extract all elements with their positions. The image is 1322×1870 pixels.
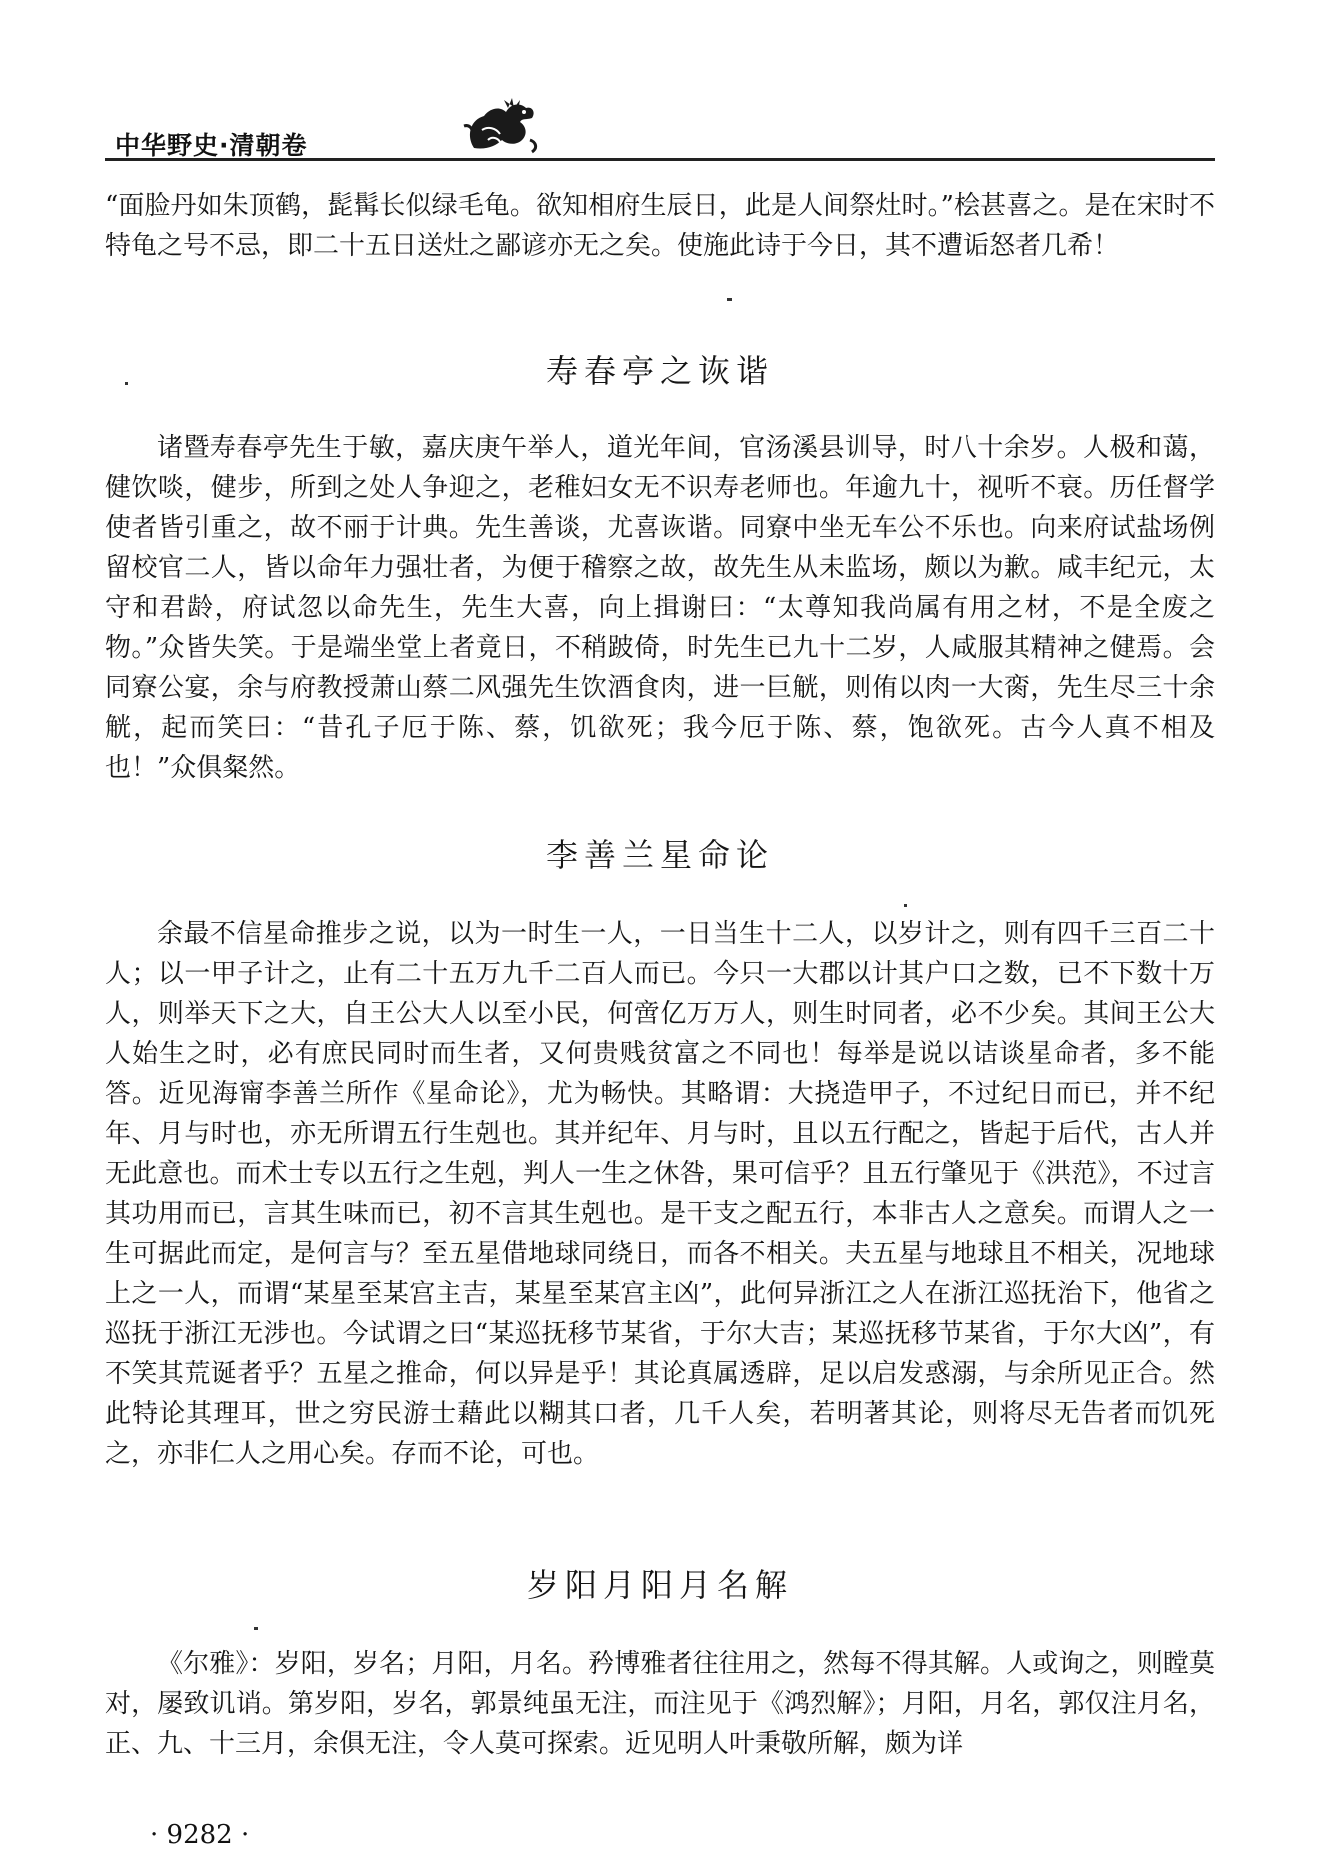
intro-paragraph: “面脸丹如朱顶鹤，髭髯长似绿毛龟。欲知相府生辰日，此是人间祭灶时。”桧甚喜之。是在宋时不特龟之号不忌，即二十五日送灶之鄙谚亦无之矣。使施此诗于今日，其不遭诟怒者几希！: [105, 191, 1215, 261]
scan-speck: [727, 298, 732, 301]
dragon-emblem-icon: [460, 96, 540, 156]
paragraph: 诸暨寿春亭先生于敏，嘉庆庚午举人，道光年间，官汤溪县训导，时八十余岁。人极和蔼，健饮啖，健步，所到之处人争迎之，老稚妇女无不识寿老师也。年逾九十，视听不衰。历任督学使者皆引重之，故不丽于计典。先生善谈，尤喜诙谐。同寮中坐无车公不乐也。向来府试盐场例留校官二人，皆以命年力强壮者，为便于稽察之故，故先生从未监场，颇以为歉。咸丰纪元，太守和君龄，府试忽以命先生，先生大喜，向上揖谢曰：“太尊知我尚属有用之材，不是全废之物。”众皆失笑。于是端坐堂上者竟日，不稍跛倚，时先生已九十二岁，人咸服其精神之健焉。会同寮公宴，余与府教授萧山蔡二风强先生饮酒食肉，进一巨觥，则侑以肉一大脔，先生尽三十余觥，起而笑曰：“昔孔子厄于陈、蔡，饥欲死；我今厄于陈、蔡，饱欲死。古今人真不相及也！”众俱粲然。: [105, 433, 1215, 783]
intro-text-block: [105, 186, 1215, 266]
section-body-lishanlan: [105, 914, 1215, 1474]
section-title-suiyang: 岁阳月阳月名解: [526, 1566, 793, 1604]
section-title-lishanlan: 李善兰星命论: [545, 836, 774, 874]
scan-speck: [254, 1627, 258, 1630]
scan-speck: [125, 382, 128, 385]
section-body-suiyang: [105, 1644, 1215, 1764]
book-title: 中华野史·清朝卷: [115, 131, 308, 160]
header-rule: [105, 158, 1215, 161]
scan-speck: [904, 904, 907, 907]
running-header: [105, 96, 1215, 160]
paragraph: 《尔雅》：岁阳，岁名；月阳，月名。矜博雅者往往用之，然每不得其解。人或询之，则瞠莫对，屡致讥诮。第岁阳，岁名，郭景纯虽无注，而注见于《鸿烈解》；月阳，月名，郭仅注月名，正、九、十三月，余俱无注，令人莫可探索。近见明人叶秉敬所解，颇为详: [105, 1649, 1215, 1759]
paragraph: 余最不信星命推步之说，以为一时生一人，一日当生十二人，以岁计之，则有四千三百二十人；以一甲子计之，止有二十五万九千二百人而已。今只一大郡以计其户口之数，已不下数十万人，则举天下之大，自王公大人以至小民，何啻亿万万人，则生时同者，必不少矣。其间王公大人始生之时，必有庶民同时而生者，又何贵贱贫富之不同也！每举是说以诘谈星命者，多不能答。近见海甯李善兰所作《星命论》，尤为畅快。其略谓：大挠造甲子，不过纪日而已，并不纪年、月与时也，亦无所谓五行生剋也。其并纪年、月与时，且以五行配之，皆起于后代，古人并无此意也。而术士专以五行之生剋，判人一生之休咎，果可信乎？且五行肇见于《洪范》，不过言其功用而已，言其生味而已，初不言其生剋也。是干支之配五行，本非古人之意矣。而谓人之一生可据此而定，是何言与？至五星借地球同绕日，而各不相关。夫五星与地球且不相关，况地球上之一人，而谓“某星至某宫主吉，某星至某宫主凶”，此何异浙江之人在浙江巡抚治下，他省之巡抚于浙江无涉也。今试谓之曰“某巡抚移节某省，于尔大吉；某巡抚移节某省，于尔大凶”，有不笑其荒诞者乎？五星之推命，何以异是乎！其论真属透辟，足以启发惑溺，与余所见正合。然此特论其理耳，世之穷民游士藉此以糊其口者，几千人矣，若明著其论，则将尽无告者而饥死之，亦非仁人之用心矣。存而不论，可也。: [105, 919, 1215, 1469]
page-number: · 9282 ·: [150, 1820, 250, 1850]
section-title-shouchunting: 寿春亭之诙谐: [545, 352, 774, 390]
section-body-shouchunting: [105, 428, 1215, 788]
